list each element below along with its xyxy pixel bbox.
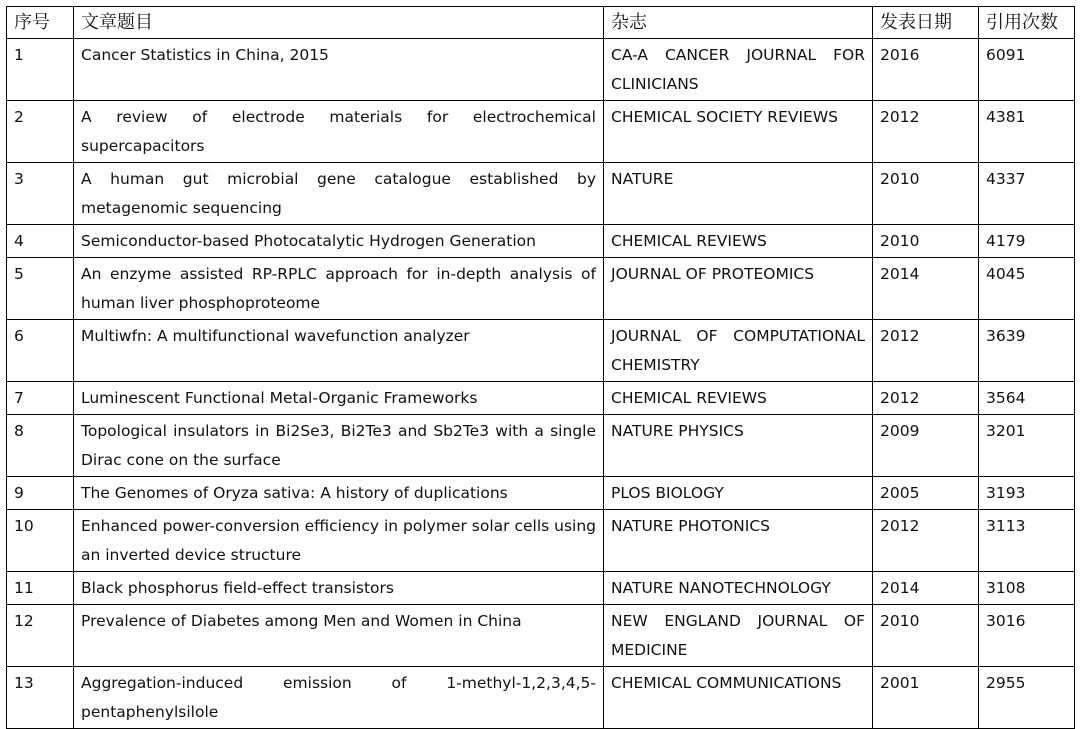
table-row	[7, 39, 1075, 101]
row-index-cell: 3	[7, 163, 74, 225]
row-index-cell: 4	[7, 225, 74, 258]
row-journal-cell: CHEMICAL REVIEWS	[604, 382, 873, 415]
row-date-cell: 2010	[873, 225, 979, 258]
row-journal-cell: CHEMICAL COMMUNICATIONS	[604, 667, 873, 729]
row-title-cell: Multiwfn: A multifunctional wavefunction analyzer	[74, 320, 604, 382]
row-date-cell: 2012	[873, 320, 979, 382]
row-title-cell: An enzyme assisted RP-RPLC approach for in-depth analysis of human liver phosphoproteome	[74, 258, 604, 320]
row-journal-cell: NATURE PHOTONICS	[604, 510, 873, 572]
row-journal-cell: NATURE PHYSICS	[604, 415, 873, 477]
row-journal-cell: CA-A CANCER JOURNAL FOR CLINICIANS	[604, 39, 873, 101]
row-journal-cell: NATURE NANOTECHNOLOGY	[604, 572, 873, 605]
header-row	[7, 7, 1075, 39]
header-date: 发表日期	[873, 7, 979, 39]
row-journal-cell: JOURNAL OF PROTEOMICS	[604, 258, 873, 320]
row-title-cell: Enhanced power-conversion efficiency in polymer solar cells using an inverted device structure	[74, 510, 604, 572]
row-index-cell: 1	[7, 39, 74, 101]
table-row	[7, 258, 1075, 320]
row-title-cell: Cancer Statistics in China, 2015	[74, 39, 604, 101]
row-title-cell: The Genomes of Oryza sativa: A history of duplications	[74, 477, 604, 510]
row-journal-cell: JOURNAL OF COMPUTATIONAL CHEMISTRY	[604, 320, 873, 382]
table-row	[7, 101, 1075, 163]
row-citations-cell: 4337	[979, 163, 1075, 225]
row-index-cell: 6	[7, 320, 74, 382]
row-citations-cell: 3113	[979, 510, 1075, 572]
row-index-cell: 10	[7, 510, 74, 572]
row-title-cell: Aggregation-induced emission of 1-methyl-1,2,3,4,5-pentaphenylsilole	[74, 667, 604, 729]
row-journal-cell: PLOS BIOLOGY	[604, 477, 873, 510]
row-index-cell: 9	[7, 477, 74, 510]
table-row	[7, 667, 1075, 729]
row-citations-cell: 3201	[979, 415, 1075, 477]
row-title-cell: Prevalence of Diabetes among Men and Women in China	[74, 605, 604, 667]
row-journal-cell: CHEMICAL REVIEWS	[604, 225, 873, 258]
row-citations-cell: 4045	[979, 258, 1075, 320]
row-citations-cell: 6091	[979, 39, 1075, 101]
row-citations-cell: 3016	[979, 605, 1075, 667]
row-citations-cell: 3564	[979, 382, 1075, 415]
header-index: 序号	[7, 7, 74, 39]
table-row	[7, 382, 1075, 415]
header-citations: 引用次数	[979, 7, 1075, 39]
header-title: 文章题目	[74, 7, 604, 39]
row-citations-cell: 4179	[979, 225, 1075, 258]
row-date-cell: 2012	[873, 101, 979, 163]
table-row	[7, 320, 1075, 382]
citation-table	[6, 6, 1075, 729]
row-journal-cell: NATURE	[604, 163, 873, 225]
row-citations-cell: 3193	[979, 477, 1075, 510]
row-title-cell: Luminescent Functional Metal-Organic Frameworks	[74, 382, 604, 415]
row-date-cell: 2010	[873, 163, 979, 225]
row-citations-cell: 2955	[979, 667, 1075, 729]
table-row	[7, 572, 1075, 605]
row-date-cell: 2001	[873, 667, 979, 729]
row-citations-cell: 3639	[979, 320, 1075, 382]
table-row	[7, 605, 1075, 667]
row-index-cell: 8	[7, 415, 74, 477]
row-date-cell: 2012	[873, 382, 979, 415]
row-date-cell: 2014	[873, 572, 979, 605]
row-date-cell: 2005	[873, 477, 979, 510]
row-date-cell: 2010	[873, 605, 979, 667]
table-row	[7, 510, 1075, 572]
table-row	[7, 477, 1075, 510]
row-citations-cell: 3108	[979, 572, 1075, 605]
row-date-cell: 2009	[873, 415, 979, 477]
row-index-cell: 11	[7, 572, 74, 605]
row-title-cell: A review of electrode materials for electrochemical supercapacitors	[74, 101, 604, 163]
table-row	[7, 225, 1075, 258]
row-index-cell: 2	[7, 101, 74, 163]
row-title-cell: A human gut microbial gene catalogue established by metagenomic sequencing	[74, 163, 604, 225]
row-index-cell: 7	[7, 382, 74, 415]
row-journal-cell: CHEMICAL SOCIETY REVIEWS	[604, 101, 873, 163]
header-journal: 杂志	[604, 7, 873, 39]
table-row	[7, 163, 1075, 225]
row-index-cell: 5	[7, 258, 74, 320]
row-date-cell: 2014	[873, 258, 979, 320]
row-index-cell: 13	[7, 667, 74, 729]
row-date-cell: 2016	[873, 39, 979, 101]
table-body	[7, 39, 1075, 729]
row-title-cell: Topological insulators in Bi2Se3, Bi2Te3 and Sb2Te3 with a single Dirac cone on the surface	[74, 415, 604, 477]
row-title-cell: Black phosphorus field-effect transistors	[74, 572, 604, 605]
table-row	[7, 415, 1075, 477]
row-citations-cell: 4381	[979, 101, 1075, 163]
row-index-cell: 12	[7, 605, 74, 667]
row-title-cell: Semiconductor-based Photocatalytic Hydrogen Generation	[74, 225, 604, 258]
row-journal-cell: NEW ENGLAND JOURNAL OF MEDICINE	[604, 605, 873, 667]
row-date-cell: 2012	[873, 510, 979, 572]
